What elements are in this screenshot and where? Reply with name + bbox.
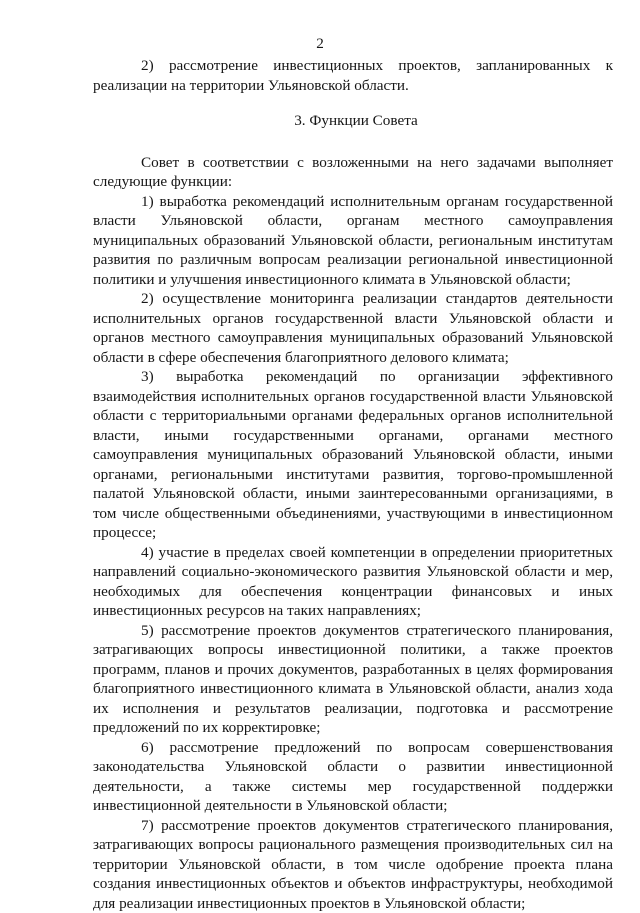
- function-item-1: 1) выработка рекомендаций исполнительным органам государственной власти Ульяновской области, органам местного самоуправления муниципальных образований Ульяновской области, региональным институтам развития по различным вопросам реализации региональной инвестиционной политики и улучшения инвестиционного климата в Ульяновской области;: [93, 192, 613, 290]
- function-item-4: 4) участие в пределах своей компетенции в определении приоритетных направлений социально-экономического развития Ульяновской области и мер, необходимых для обеспечения концентрации финансовых и иных инвестиционных ресурсов на таких направлениях;: [93, 543, 613, 621]
- lead-paragraph: Совет в соответствии с возложенными на него задачами выполняет следующие функции:: [93, 153, 613, 192]
- function-item-7: 7) рассмотрение проектов документов стратегического планирования, затрагивающих вопросы рационального размещения производительных сил на территории Ульяновской области, в том числе одобрение проекта плана создания инвестиционных объектов и объектов инфраструктуры, необходимой для реализации инвестиционных проектов в Ульяновской области;: [93, 816, 613, 913]
- function-item-6: 6) рассмотрение предложений по вопросам совершенствования законодательства Ульяновской области о развитии инвестиционной деятельности, а также системы мер государственной поддержки инвестиционной деятельности в Ульяновской области;: [93, 738, 613, 816]
- function-item-2: 2) осуществление мониторинга реализации стандартов деятельности исполнительных органов государственной власти Ульяновской области и органов местного самоуправления муниципальных образований Ульяновской области в сфере обеспечения благоприятного делового климата;: [93, 289, 613, 367]
- page-number: 2: [0, 35, 640, 53]
- document-body: [93, 56, 613, 913]
- function-item-5: 5) рассмотрение проектов документов стратегического планирования, затрагивающих вопросы инвестиционной политики, а также проектов программ, планов и прочих документов, разработанных в целях формирования благоприятного инвестиционного климата в Ульяновской области, анализ хода их исполнения и результатов реализации, подготовка и рассмотрение предложений по их корректировке;: [93, 621, 613, 738]
- section-heading: 3. Функции Совета: [93, 111, 613, 131]
- intro-item: 2) рассмотрение инвестиционных проектов, запланированных к реализации на территории Ульяновской области.: [93, 56, 613, 95]
- function-item-3: 3) выработка рекомендаций по организации эффективного взаимодействия исполнительных органов государственной власти Ульяновской области с территориальными органами федеральных органов исполнительной власти, иными государственными органами, органами местного самоуправления муниципальных образований Ульяновской области, иными органами, региональными институтами развития, торгово-промышленной палатой Ульяновской области, иными заинтересованными организациями, в том числе общественными объединениями, участвующими в инвестиционном процессе;: [93, 367, 613, 543]
